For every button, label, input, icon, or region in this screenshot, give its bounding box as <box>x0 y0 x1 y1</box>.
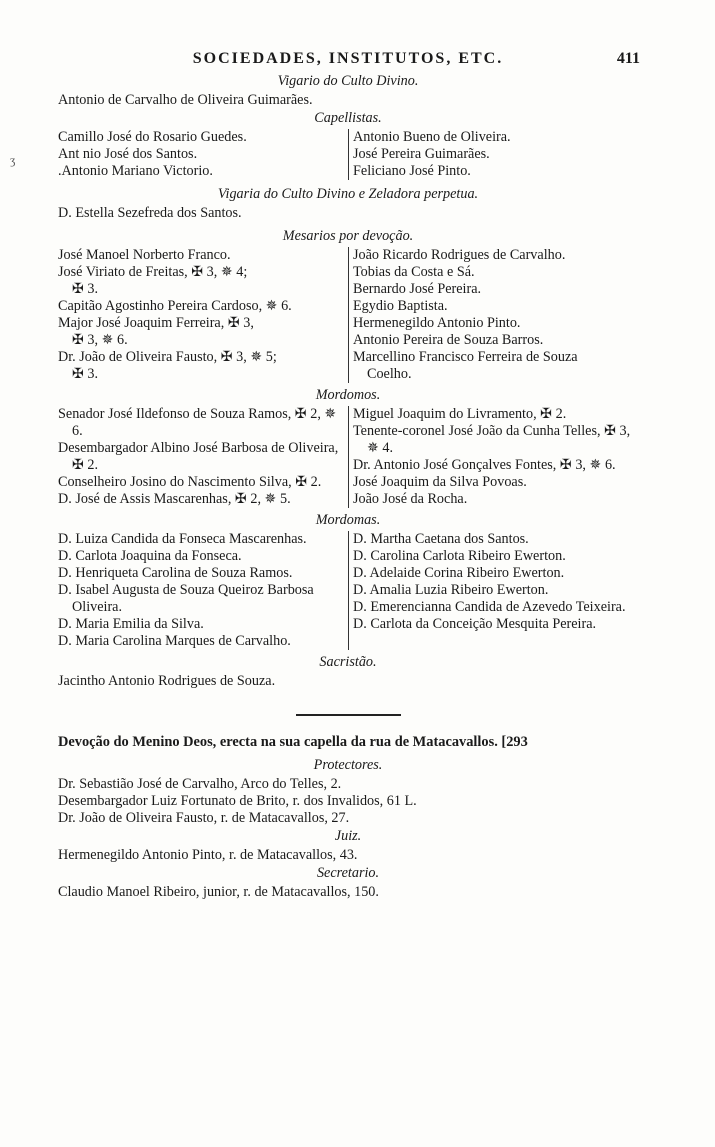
entry: Miguel Joaquim do Livramento, ✠ 2. <box>353 406 567 422</box>
entry: Tobias da Costa e Sá. <box>353 264 475 280</box>
mordomas-columns <box>58 531 638 650</box>
section-heading-sacristao: Sacristão. <box>319 654 377 670</box>
entry: D. Carlota Joaquina da Fonseca. <box>58 548 242 564</box>
entry: Conselheiro Josino do Nascimento Silva, ✠ 2. <box>58 474 322 490</box>
entry: Major José Joaquim Ferreira, ✠ 3, <box>58 315 254 331</box>
margin-mark: ʒ <box>10 153 16 167</box>
capellistas-left <box>58 129 348 180</box>
mordomas-right <box>348 531 638 650</box>
entry: José Pereira Guimarães. <box>353 146 490 162</box>
entry: D. Emerencianna Candida de Azevedo Teixeira. <box>353 599 626 615</box>
entry: Hermenegildo Antonio Pinto. <box>353 315 521 331</box>
entry: D. José de Assis Mascarenhas, ✠ 2, ✵ 5. <box>58 491 291 507</box>
entry: D. Henriqueta Carolina de Souza Ramos. <box>58 565 293 581</box>
entry: ✠ 3. <box>72 281 99 297</box>
section-heading-protectores: Protectores. <box>313 757 383 773</box>
entry: Ant nio José dos Santos. <box>58 146 198 162</box>
entry: D. Luiza Candida da Fonseca Mascarenhas. <box>58 531 307 547</box>
page-number: 411 <box>616 50 640 67</box>
running-header <box>58 50 638 72</box>
entry: Bernardo José Pereira. <box>353 281 482 297</box>
entry: D. Adelaide Corina Ribeiro Ewerton. <box>353 565 565 581</box>
entry: D. Carlota da Conceição Mesquita Pereira. <box>353 616 597 632</box>
mesarios-left <box>58 247 348 383</box>
entry: João José da Rocha. <box>353 491 468 507</box>
entry: Feliciano José Pinto. <box>353 163 471 179</box>
section-heading-capellistas: Capellistas. <box>314 110 382 126</box>
entry: .Antonio Mariano Victorio. <box>58 163 213 179</box>
document-page <box>58 50 638 901</box>
section-heading-mordomos: Mordomos. <box>315 387 381 403</box>
section-heading-mesarios: Mesarios por devoção. <box>282 228 414 244</box>
section-divider <box>296 714 401 716</box>
capellistas-right <box>348 129 638 180</box>
entry: Camillo José do Rosario Guedes. <box>58 129 247 145</box>
entry-sacristao: Jacintho Antonio Rodrigues de Souza. <box>58 673 276 689</box>
entry: Claudio Manoel Ribeiro, junior, r. de Matacavallos, 150. <box>58 884 379 900</box>
entry: D. Maria Emilia da Silva. <box>58 616 204 632</box>
entry: ✠ 3. <box>72 366 99 382</box>
entry: Desembargador Albino José Barbosa de Oliveira, ✠ 2. <box>58 440 339 473</box>
section-heading-vigaria: Vigaria do Culto Divino e Zeladora perpetua. <box>217 186 479 202</box>
mesarios-columns <box>58 247 638 383</box>
entry: Egydio Baptista. <box>353 298 448 314</box>
capellistas-columns <box>58 129 638 180</box>
entry: José Viriato de Freitas, ✠ 3, ✵ 4; <box>58 264 248 280</box>
mordomas-left <box>58 531 348 650</box>
entry: ✠ 3, ✵ 6. <box>72 332 128 348</box>
entry: Dr. Sebastião José de Carvalho, Arco do Telles, 2. <box>58 776 342 792</box>
entry: Senador José Ildefonso de Souza Ramos, ✠ 2, ✵ 6. <box>58 406 337 439</box>
mesarios-right <box>348 247 638 383</box>
mordomos-columns <box>58 406 638 508</box>
entry: Dr. João de Oliveira Fausto, ✠ 3, ✵ 5; <box>58 349 277 365</box>
entry: Dr. João de Oliveira Fausto, r. de Matacavallos, 27. <box>58 810 350 826</box>
section-heading-mordomas: Mordomas. <box>315 512 381 528</box>
entry: Tenente-coronel José João da Cunha Telles, ✠ 3, ✵ 4. <box>353 423 631 456</box>
section-heading-juiz: Juiz. <box>334 828 362 844</box>
entry: José Joaquim da Silva Povoas. <box>353 474 527 490</box>
entry: Dr. Antonio José Gonçalves Fontes, ✠ 3, ✵ 6. <box>353 457 616 473</box>
entry: D. Isabel Augusta de Souza Queiroz Barbosa Oliveira. <box>58 582 314 615</box>
devocao-heading: Devoção do Menino Deos, erecta na sua capella da rua de Matacavallos. [293 <box>58 734 528 750</box>
entry: D. Maria Carolina Marques de Carvalho. <box>58 633 291 649</box>
entry: Coelho. <box>367 366 412 382</box>
section-heading-vigario: Vigario do Culto Divino. <box>277 73 419 89</box>
entry: Hermenegildo Antonio Pinto, r. de Matacavallos, 43. <box>58 847 358 863</box>
mordomos-left <box>58 406 348 508</box>
entry: Capitão Agostinho Pereira Cardoso, ✵ 6. <box>58 298 292 314</box>
page-title: SOCIEDADES, INSTITUTOS, ETC. <box>192 50 504 67</box>
entry: Antonio Pereira de Souza Barros. <box>353 332 544 348</box>
entry: José Manoel Norberto Franco. <box>58 247 231 263</box>
mordomos-right <box>348 406 638 508</box>
entry-vigaria: D. Estella Sezefreda dos Santos. <box>58 205 242 221</box>
entry: Marcellino Francisco Ferreira de Souza <box>353 349 578 365</box>
entry: Antonio Bueno de Oliveira. <box>353 129 511 145</box>
section-heading-secretario: Secretario. <box>316 865 380 881</box>
entry: D. Carolina Carlota Ribeiro Ewerton. <box>353 548 566 564</box>
entry: D. Amalia Luzia Ribeiro Ewerton. <box>353 582 549 598</box>
entry-vigario: Antonio de Carvalho de Oliveira Guimarães. <box>58 92 313 108</box>
entry: D. Martha Caetana dos Santos. <box>353 531 529 547</box>
entry: João Ricardo Rodrigues de Carvalho. <box>353 247 566 263</box>
entry: Desembargador Luiz Fortunato de Brito, r. dos Invalidos, 61 L. <box>58 793 417 809</box>
